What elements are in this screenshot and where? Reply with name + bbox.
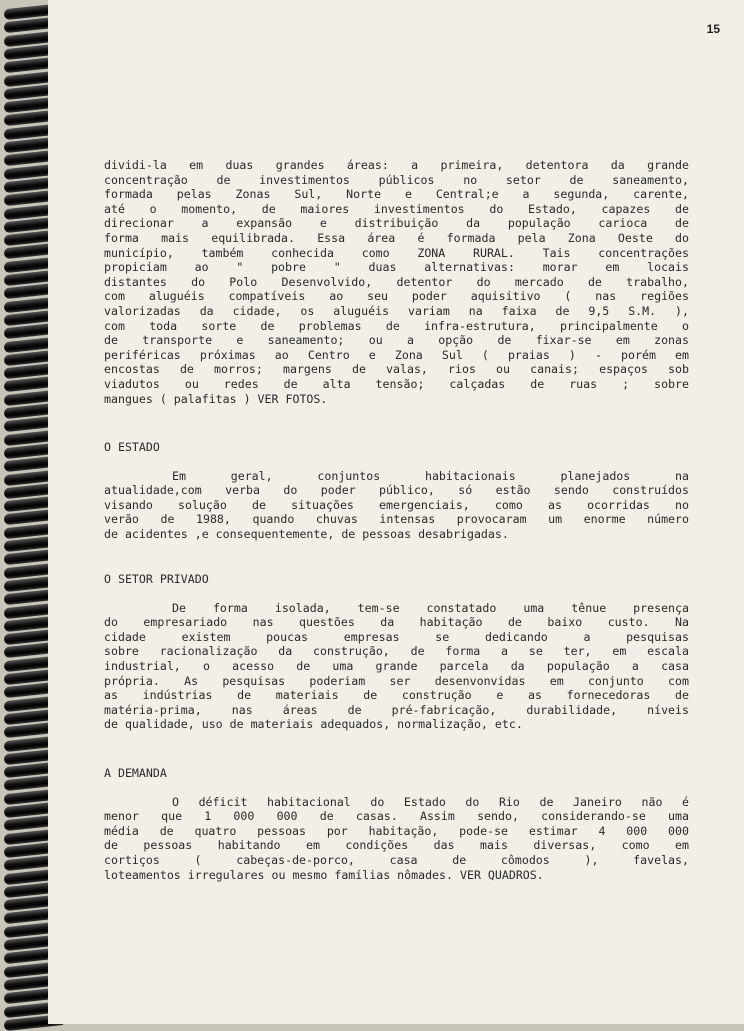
- text-line: verão de 1988, quando chuvas intensas provocaram um enorme número: [104, 512, 689, 527]
- text-line: matéria-prima, nas áreas de pré-fabricação, durabilidade, níveis: [104, 702, 689, 717]
- text-line: concentração de investimentos públicos no setor de saneamento,: [104, 172, 689, 187]
- text-line: direcionar a expansão e distribuição da população carioca de: [104, 216, 689, 231]
- text-line: as indústrias de materiais de construção e as fornecedoras de: [104, 688, 689, 703]
- section-a-demanda: [104, 766, 689, 882]
- text-line: do empresariado nas questões da habitação de baixo custo. Na: [104, 615, 689, 630]
- section-text: [104, 601, 689, 732]
- text-line: mangues ( palafitas ) VER FOTOS.: [104, 391, 328, 406]
- intro-text: [104, 158, 689, 406]
- text-line: sobre racionalização da construção, de forma a se ter, em escala: [104, 644, 689, 659]
- text-line: com toda sorte de problemas de infra-estrutura, principalmente o: [104, 318, 689, 333]
- section-o-setor-privado: [104, 572, 689, 732]
- page-number: 15: [706, 22, 720, 36]
- text-line: de qualidade, uso de materiais adequados, normalização, etc.: [104, 717, 523, 732]
- text-line: de pessoas habitando em condições das mais diversas, como em: [104, 838, 689, 853]
- text-line: menor que 1 000 000 de casas. Assim sendo, considerando-se uma: [104, 809, 689, 824]
- section-text: [104, 469, 689, 542]
- text-line: propiciam ao " pobre " duas alternativas: morar em locais: [104, 260, 689, 275]
- text-line: média de quatro pessoas por habitação, pode-se estimar 4 000 000: [104, 823, 689, 838]
- text-line: industrial, o acesso de uma grande parcela da população a casa: [104, 658, 689, 673]
- text-line: atualidade,com verba do poder público, só estão sendo construídos: [104, 483, 689, 498]
- section-heading: A DEMANDA: [104, 766, 167, 780]
- text-line: Em geral, conjuntos habitacionais planejados na: [172, 468, 689, 483]
- section-heading: O SETOR PRIVADO: [104, 572, 209, 586]
- text-line: com aluguéis compatíveis ao seu poder aquisitivo ( nas regiões: [104, 289, 689, 304]
- text-line: cortiços ( cabeças-de-porco, casa de cômodos ), favelas,: [104, 852, 689, 867]
- text-line: município, também conhecida como ZONA RURAL. Tais concentrações: [104, 245, 689, 260]
- text-line: formada pelas Zonas Sul, Norte e Central;e a segunda, carente,: [104, 187, 689, 202]
- text-line: De forma isolada, tem-se constatado uma tênue presença: [172, 600, 689, 615]
- text-line: periféricas próximas ao Centro e Zona Sul ( praias ) - porém em: [104, 347, 689, 362]
- text-line: visando solução de situações emergenciais, como as ocorridas no: [104, 497, 689, 512]
- text-line: encostas de morros; margens de valas, rios ou canais; espaços sob: [104, 362, 689, 377]
- text-line: O déficit habitacional do Estado do Rio de Janeiro não é: [172, 794, 689, 809]
- text-line: de acidentes ,e consequentemente, de pessoas desabrigadas.: [104, 526, 509, 541]
- text-line: distantes do Polo Desenvolvido, detentor do mercado de trabalho,: [104, 274, 689, 289]
- section-text: [104, 795, 689, 883]
- text-line: cidade existem poucas empresas se dedicando a pesquisas: [104, 629, 689, 644]
- text-line: viadutos ou redes de alta tensão; calçadas de ruas ; sobre: [104, 376, 689, 391]
- text-line: loteamentos irregulares ou mesmo famílias nômades. VER QUADROS.: [104, 867, 544, 882]
- text-line: dividi-la em duas grandes áreas: a primeira, detentora da grande: [104, 158, 689, 172]
- text-line: própria. As pesquisas poderiam ser desenvonvidas em conjunto com: [104, 673, 689, 688]
- section-heading: O ESTADO: [104, 440, 160, 454]
- text-line: valorizadas da cidade, os aluguéis variam na faixa de 9,5 S.M. ),: [104, 303, 689, 318]
- intro-paragraph: [104, 158, 689, 406]
- section-o-estado: [104, 440, 689, 542]
- text-line: de transporte e saneamento; ou a opção de fixar-se em zonas: [104, 333, 689, 348]
- text-line: forma mais equilibrada. Essa área é formada pela Zona Oeste do: [104, 230, 689, 245]
- text-line: até o momento, de maiores investimentos do Estado, capazes de: [104, 201, 689, 216]
